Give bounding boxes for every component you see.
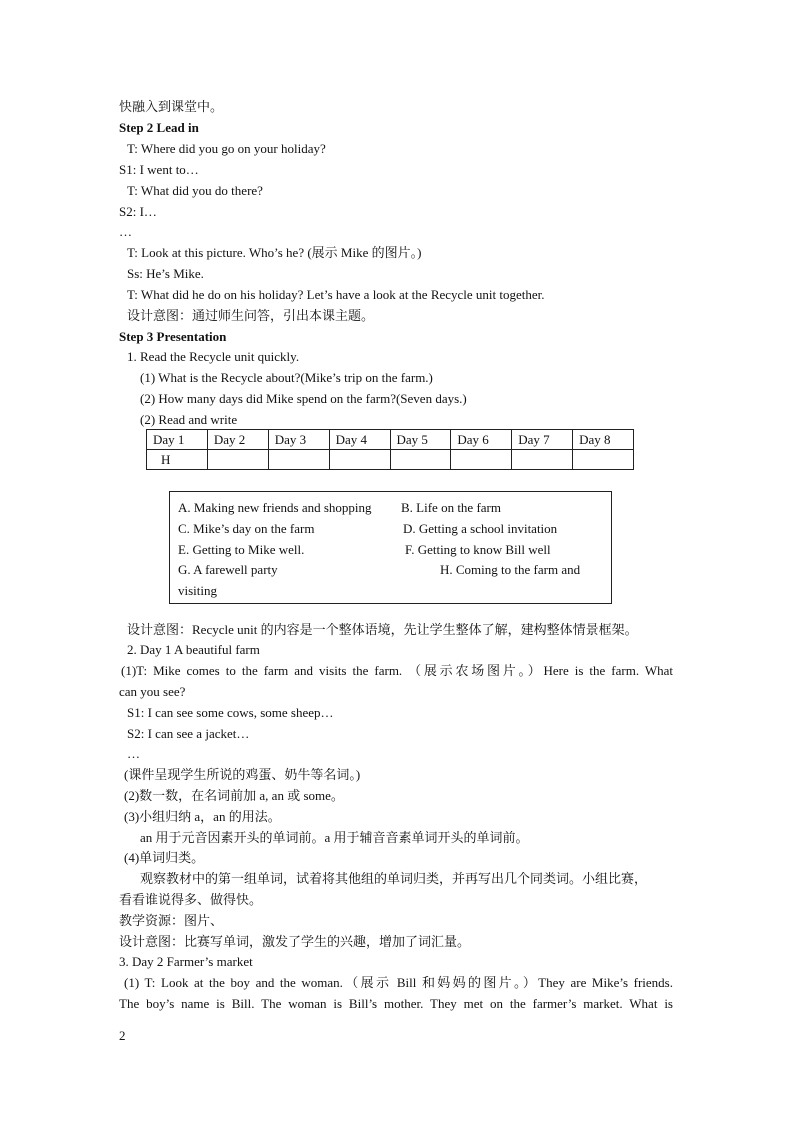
text-line: (1) T: Look at the boy and the woman.（展示 Bill 和妈妈的图片。）They are Mike’s friends. <box>124 975 673 990</box>
text-line: can you see? <box>119 684 186 699</box>
ellipsis-line: … <box>127 746 140 761</box>
option-a: A. Making new friends and shopping <box>178 500 372 515</box>
option-b: B. Life on the farm <box>401 500 501 515</box>
table-header-cell: Day 8 <box>573 430 634 450</box>
table-header-cell: Day 3 <box>268 430 329 450</box>
dialogue-line: T: What did he do on his holiday? Let’s have a look at the Recycle unit together. <box>127 287 545 302</box>
days-table <box>146 429 634 470</box>
page-number: 2 <box>119 1028 126 1043</box>
table-header-cell: Day 6 <box>451 430 512 450</box>
teaching-resources-line: 教学资源：图片、 <box>119 913 224 928</box>
table-answer-cell <box>512 450 573 470</box>
text-line: (3)小组归纳 a，an 的用法。 <box>124 809 281 824</box>
table-answer-cell <box>207 450 268 470</box>
ellipsis-line: … <box>119 224 132 239</box>
text-line: (4)单词归类。 <box>124 850 205 865</box>
question-line: (2) How many days did Mike spend on the farm?(Seven days.) <box>140 391 467 406</box>
table-answer-cell: H <box>147 450 208 470</box>
option-c: C. Mike’s day on the farm <box>178 521 315 536</box>
subsection-heading-day1: 2. Day 1 A beautiful farm <box>127 642 260 657</box>
table-header-cell: Day 7 <box>512 430 573 450</box>
design-intent-line: 设计意图：比赛写单词，激发了学生的兴趣，增加了词汇量。 <box>119 934 471 949</box>
dialogue-line: Ss: He’s Mike. <box>127 266 204 281</box>
text-line: (课件呈现学生所说的鸡蛋、奶牛等名词。) <box>124 767 361 782</box>
option-e: E. Getting to Mike well. <box>178 542 305 557</box>
table-row <box>147 450 634 470</box>
text-line: The boy’s name is Bill. The woman is Bill’s mother. They met on the farmer’s market. What is <box>119 996 673 1011</box>
dialogue-line: S1: I went to… <box>119 162 199 177</box>
section-heading-lead-in: Step 2 Lead in <box>119 120 199 135</box>
table-answer-cell <box>329 450 390 470</box>
question-line: (1) What is the Recycle about?(Mike’s trip on the farm.) <box>140 370 433 385</box>
option-d: D. Getting a school invitation <box>403 521 558 536</box>
table-header-cell: Day 4 <box>329 430 390 450</box>
option-g: G. A farewell party <box>178 562 278 577</box>
text-line: 观察教材中的第一组单词，试着将其他组的单词归类，并再写出几个同类词。小组比赛， <box>140 871 648 886</box>
dialogue-line: T: Where did you go on your holiday? <box>127 141 326 156</box>
table-answer-cell <box>451 450 512 470</box>
option-h: H. Coming to the farm and <box>440 562 581 577</box>
section-heading-presentation: Step 3 Presentation <box>119 329 227 344</box>
options-box <box>169 491 612 604</box>
table-answer-cell <box>268 450 329 470</box>
text-line: 快融入到课堂中。 <box>119 99 224 114</box>
table-header-cell: Day 1 <box>147 430 208 450</box>
dialogue-line: S2: I can see a jacket… <box>127 726 250 741</box>
option-h-continued: visiting <box>178 583 218 598</box>
design-intent-line: 设计意图：通过师生问答，引出本课主题。 <box>127 308 375 323</box>
text-line: an 用于元音因素开头的单词前。a 用于辅音音素单词开头的单词前。 <box>140 830 529 845</box>
option-f: F. Getting to know Bill well <box>405 542 551 557</box>
dialogue-line: T: Look at this picture. Who’s he? (展示 Mike 的图片。) <box>127 245 422 260</box>
dialogue-line: S1: I can see some cows, some sheep… <box>127 705 334 720</box>
table-row <box>147 430 634 450</box>
text-line: (2) Read and write <box>140 412 238 427</box>
subsection-heading-day2: 3. Day 2 Farmer’s market <box>119 954 253 969</box>
design-intent-line: 设计意图：Recycle unit 的内容是一个整体语境，先让学生整体了解，建构整体情景框架。 <box>127 622 638 637</box>
table-header-cell: Day 5 <box>390 430 451 450</box>
text-line: (2)数一数，在名词前加 a, an 或 some。 <box>124 788 344 803</box>
table-answer-cell <box>573 450 634 470</box>
dialogue-line: S2: I… <box>119 204 157 219</box>
text-line: 看看谁说得多、做得快。 <box>119 892 263 907</box>
table-header-cell: Day 2 <box>207 430 268 450</box>
dialogue-line: T: What did you do there? <box>127 183 263 198</box>
text-line: (1)T: Mike comes to the farm and visits the farm. （展示农场图片。）Here is the farm. What <box>121 663 673 678</box>
text-line: 1. Read the Recycle unit quickly. <box>127 349 300 364</box>
table-answer-cell <box>390 450 451 470</box>
